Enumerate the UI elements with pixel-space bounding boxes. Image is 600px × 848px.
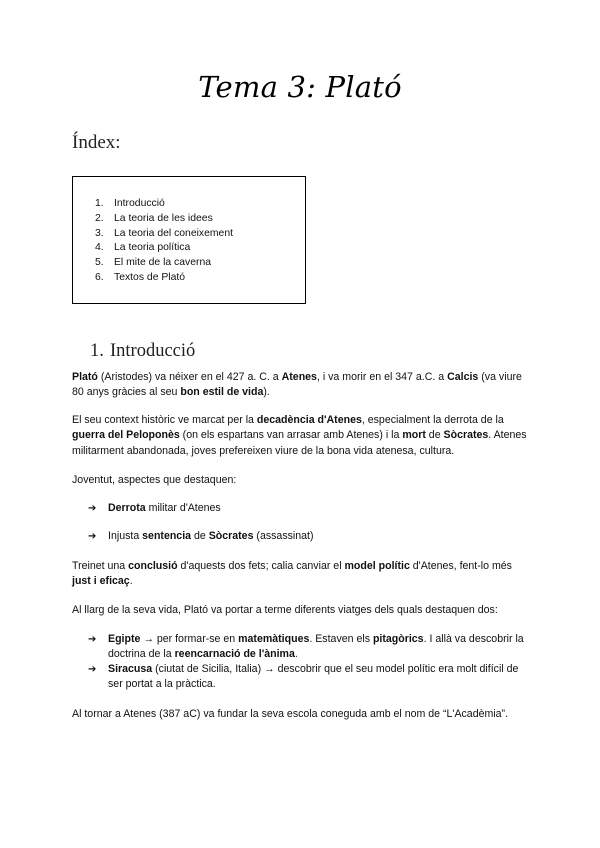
bold-text: Plató bbox=[72, 371, 98, 383]
toc-label: La teoria del coneixement bbox=[114, 227, 233, 239]
bold-text: Sòcrates bbox=[208, 530, 254, 542]
bullet-egipte bbox=[88, 632, 528, 663]
toc-item bbox=[95, 256, 233, 271]
bullet-sentencia bbox=[88, 529, 528, 544]
arrow-icon: ➔ bbox=[88, 531, 97, 542]
text: . bbox=[129, 575, 133, 588]
text: (ciutat de Sicilia, Italia) → descobrir que el seu model polític era molt difícil de ser portat a la pràctica. bbox=[108, 663, 519, 691]
text: Injusta bbox=[108, 530, 143, 542]
text: , especialment la derrota de la bbox=[361, 414, 504, 426]
arrow-icon: ➔ bbox=[88, 664, 97, 675]
text: (va viure 80 anys gràcies al seu bbox=[72, 371, 522, 399]
section-title: Introducció bbox=[110, 341, 196, 361]
text: (assassinat) bbox=[253, 530, 314, 542]
text: de bbox=[425, 429, 444, 442]
paragraph-context bbox=[72, 413, 532, 459]
paragraph-birth bbox=[72, 370, 532, 401]
toc-label: Textos de Plató bbox=[114, 271, 186, 283]
text: El seu context històric ve marcat per la bbox=[72, 414, 257, 426]
toc-item bbox=[95, 271, 233, 286]
toc-number: 3. bbox=[95, 227, 104, 239]
toc-label: La teoria de les idees bbox=[114, 212, 213, 224]
section-heading-introduccio bbox=[90, 341, 195, 362]
bold-text: conclusió bbox=[128, 560, 178, 572]
bold-text: Atenes bbox=[281, 371, 317, 383]
bold-text: pitagòrics bbox=[372, 633, 424, 645]
text: Treinet una bbox=[72, 560, 129, 572]
text: , i va morir en el 347 a.C. a bbox=[316, 371, 448, 383]
toc-label: El mite de la caverna bbox=[114, 257, 212, 269]
paragraph-conclusion bbox=[72, 559, 532, 590]
bold-text: Egipte bbox=[108, 633, 141, 645]
bold-text: reencarnació de l'ànima bbox=[174, 648, 295, 661]
toc-list bbox=[95, 197, 233, 286]
bold-text: model polític bbox=[344, 560, 410, 572]
toc-item bbox=[95, 227, 233, 242]
bold-text: guerra del Peloponès bbox=[72, 429, 180, 442]
bullet-derrota bbox=[88, 501, 528, 516]
bold-text: just i eficaç bbox=[72, 575, 130, 588]
bullet-siracusa bbox=[88, 662, 528, 693]
index-heading: Índex: bbox=[72, 132, 121, 153]
toc-item bbox=[95, 241, 233, 256]
bold-text: Sòcrates bbox=[443, 429, 489, 442]
bold-text: mort bbox=[402, 429, 426, 442]
bullet-text bbox=[108, 501, 528, 516]
text: militar d'Atenes bbox=[145, 502, 221, 514]
text: → per formar-se en bbox=[140, 633, 239, 645]
table-of-contents bbox=[72, 176, 306, 304]
toc-item bbox=[95, 212, 233, 227]
bold-text: Siracusa bbox=[108, 663, 153, 675]
bold-text: Calcis bbox=[447, 371, 479, 383]
toc-number: 6. bbox=[95, 271, 104, 283]
text: d'aquests dos fets; calia canviar el bbox=[177, 560, 345, 572]
text: (on els espartans van arrasar amb Atenes) i la bbox=[179, 429, 403, 442]
paragraph-academia: Al tornar a Atenes (387 aC) va fundar la seva escola coneguda amb el nom de “L'Acadèmia”. bbox=[72, 708, 509, 720]
bullet-text bbox=[108, 529, 528, 544]
toc-item bbox=[95, 197, 233, 212]
text: . Atenes militarment abandonada, joves prefereixen viure de la bona vida atenesa, cultura. bbox=[72, 429, 527, 457]
arrow-icon: ➔ bbox=[88, 634, 97, 645]
bold-text: sentencia bbox=[142, 530, 192, 542]
toc-number: 4. bbox=[95, 242, 104, 254]
section-number: 1. bbox=[90, 341, 104, 361]
text: . bbox=[294, 648, 298, 661]
bullet-text bbox=[108, 662, 528, 693]
toc-number: 5. bbox=[95, 257, 104, 269]
paragraph-youth: Joventut, aspectes que destaquen: bbox=[72, 474, 237, 486]
text: . Estaven els bbox=[309, 633, 373, 645]
text: d'Atenes, fent-lo més bbox=[409, 560, 512, 572]
toc-label: La teoria política bbox=[114, 242, 191, 254]
toc-label: Introducció bbox=[114, 198, 165, 209]
text: . I allà va descobrir la doctrina de la bbox=[108, 633, 524, 661]
bold-text: matemàtiques bbox=[238, 633, 310, 645]
toc-number: 2. bbox=[95, 212, 104, 224]
arrow-icon: ➔ bbox=[88, 503, 97, 514]
text: ). bbox=[263, 386, 270, 399]
text: (Aristodes) va néixer en el 427 a. C. a bbox=[97, 371, 282, 383]
bold-text: Derrota bbox=[108, 502, 146, 514]
bullet-text bbox=[108, 632, 528, 663]
paragraph-travels: Al llarg de la seva vida, Plató va portar a terme diferents viatges dels quals destaquen dos: bbox=[72, 604, 498, 616]
toc-number: 1. bbox=[95, 198, 104, 209]
page-title: Tema 3: Plató bbox=[198, 70, 402, 104]
bold-text: decadència d'Atenes bbox=[256, 414, 362, 426]
text: de bbox=[191, 530, 209, 542]
bold-text: bon estil de vida bbox=[180, 386, 264, 399]
